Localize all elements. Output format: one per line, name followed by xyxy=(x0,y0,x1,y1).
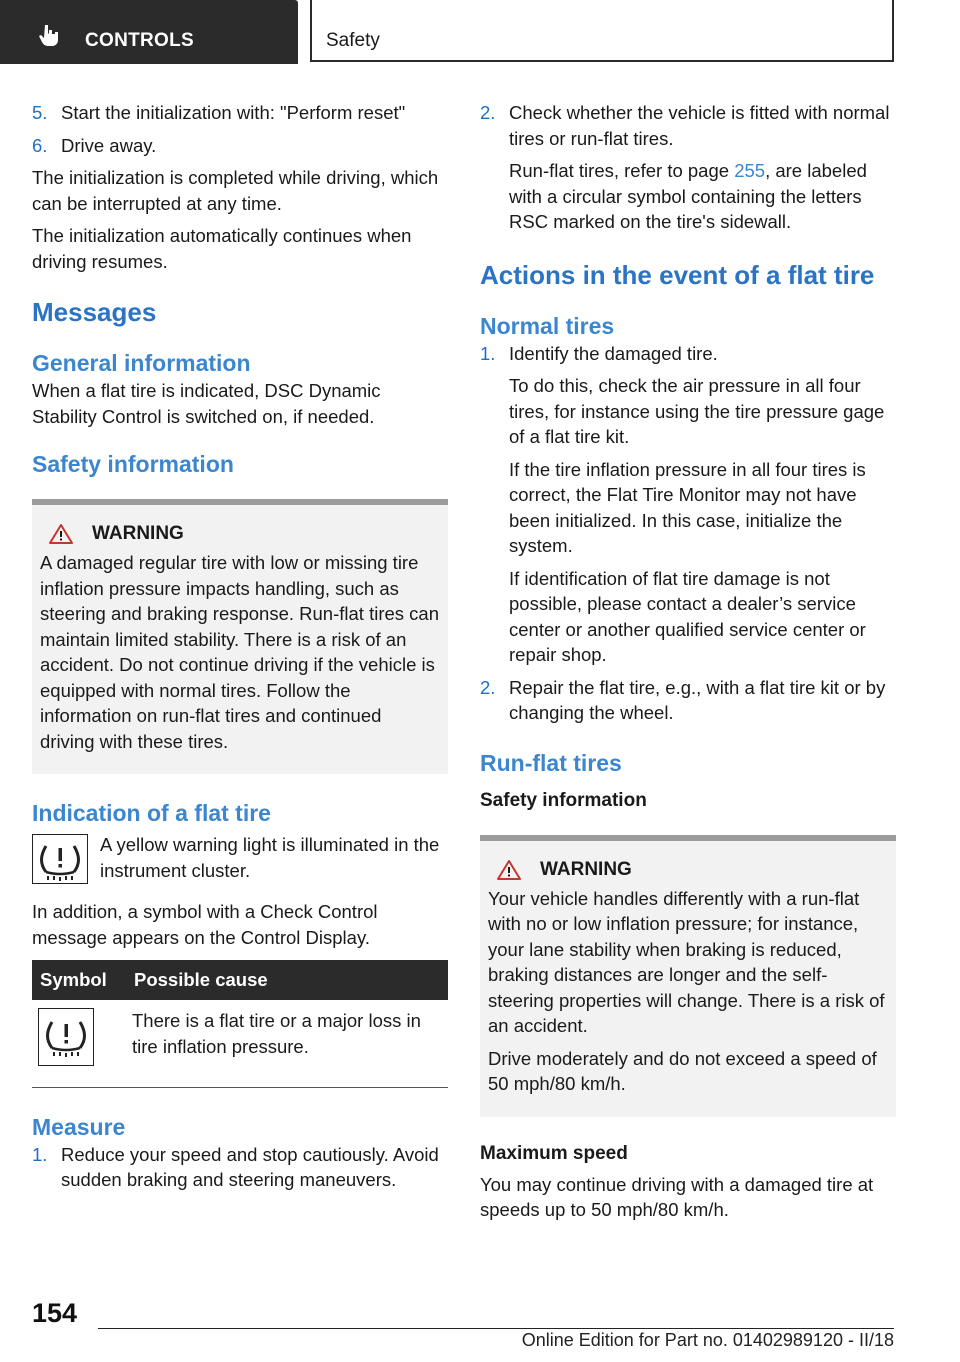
symbol-cell xyxy=(32,1000,126,1087)
step-text: Check whether the vehicle is fitted with normal tires or run-flat tires. xyxy=(509,102,890,149)
tire-warning-symbol-icon xyxy=(38,1008,94,1066)
section-tab xyxy=(0,0,298,64)
page-link[interactable]: 255 xyxy=(734,160,766,181)
warning-title xyxy=(40,523,440,545)
runflat-text-post: , are labeled with a circular symbol containing the letters RSC marked on the tire's sidewall. xyxy=(509,160,867,232)
edition-note: Online Edition for Part no. 01402989120 - II/18 xyxy=(521,1330,894,1350)
page-header xyxy=(0,0,960,66)
paragraph: The initialization automatically continues when driving resumes. xyxy=(32,225,412,272)
messages-heading: Messages xyxy=(32,297,157,327)
step-number: 2. xyxy=(480,676,496,698)
step-text: Repair the flat tire, e.g., with a flat tire kit or by changing the wheel. xyxy=(509,676,886,723)
max-speed-heading: Maximum speed xyxy=(480,1142,628,1164)
normal-tires-heading: Normal tires xyxy=(480,312,615,339)
warning-text: A damaged regular tire with low or missing tire inflation pressure impacts handling, such as steering and braking response. Run-flat tires can maintain limited stability. There is a risk of an accident. Do not continue driving if the vehicle is equipped with normal tires. Follow the information on run-flat tires and continued driving with these tires. xyxy=(40,552,439,752)
max-speed-text: You may continue driving with a damaged tire at speeds up to 50 mph/80 km/h. xyxy=(480,1173,874,1220)
warning-triangle-icon xyxy=(48,523,74,545)
warning-title xyxy=(488,859,888,881)
step-2 xyxy=(480,100,896,151)
warning-triangle-icon xyxy=(496,859,522,881)
runflat-text-pre: Run-flat tires, refer to page xyxy=(509,160,735,181)
runflat-heading: Run-flat tires xyxy=(480,749,622,776)
step-number: 2. xyxy=(480,102,496,123)
check-control-text: In addition, a symbol with a Check Control message appears on the Control Display. xyxy=(32,901,378,948)
hand-pointer-icon xyxy=(36,22,62,48)
symbol-table xyxy=(32,960,448,1088)
step-text: Start the initialization with: "Perform reset" xyxy=(61,102,406,123)
runflat-safety-heading: Safety information xyxy=(480,789,647,811)
general-info-heading: General information xyxy=(32,350,251,376)
column-header-symbol: Symbol xyxy=(32,960,126,1000)
paragraph: If identification of flat tire damage is not possible, please contact a dealer’s service center or another qualified service center or repair shop. xyxy=(509,567,866,665)
step-5 xyxy=(32,100,448,126)
indication-row xyxy=(32,832,448,892)
measure-heading: Measure xyxy=(32,1113,126,1140)
runflat-warning-box xyxy=(480,835,896,1117)
paragraph: The initialization is completed while driving, which can be interrupted at any time. xyxy=(32,167,439,214)
step-number: 1. xyxy=(32,1143,48,1165)
step-number: 5. xyxy=(32,102,48,123)
actions-heading: Actions in the event of a flat tire xyxy=(480,259,875,290)
table-header-row xyxy=(32,960,448,1000)
general-info-text: When a flat tire is indicated, DSC Dynamic Stability Control is switched on, if needed. xyxy=(32,380,381,427)
indication-text: A yellow warning light is illuminated in the instrument cluster. xyxy=(100,834,440,881)
step-text: Reduce your speed and stop cautiously. Avoid sudden braking and steering maneuvers. xyxy=(61,1143,439,1190)
cause-cell: There is a flat tire or a major loss in tire inflation pressure. xyxy=(126,1000,448,1087)
paragraph: If the tire inflation pressure in all four tires is correct, the Flat Tire Monitor may not have been initialized. In this case, initialize the system. xyxy=(509,458,866,556)
indication-heading: Indication of a flat tire xyxy=(32,800,271,826)
warning-text: Drive moderately and do not exceed a speed of 50 mph/80 km/h. xyxy=(488,1047,877,1094)
tire-warning-light-icon xyxy=(32,834,88,884)
warning-text: Your vehicle handles differently with a run-flat with no or low inflation pressure; for instance, your lane stability when braking is reduced, braking distances are longer and the self-steering properties will change. There is a risk of an accident. xyxy=(488,887,885,1036)
step-number: 6. xyxy=(32,134,48,156)
paragraph: To do this, check the air pressure in all four tires, for instance using the tire pressure gage of a flat tire kit. xyxy=(509,375,885,447)
table-row xyxy=(32,1000,448,1087)
step-6 xyxy=(32,133,448,159)
step-text: Drive away. xyxy=(61,134,157,156)
page-number: 154 xyxy=(32,1298,78,1328)
warning-title-text: WARNING xyxy=(540,858,632,880)
warning-box xyxy=(32,499,448,774)
topic-tab xyxy=(310,0,894,62)
warning-title-text: WARNING xyxy=(92,523,184,544)
column-header-cause: Possible cause xyxy=(126,960,448,1000)
footer-divider xyxy=(98,1328,894,1329)
measure-step-1 xyxy=(32,1142,448,1193)
right-column xyxy=(480,100,896,1223)
safety-info-heading: Safety information xyxy=(32,451,234,477)
step-text: Identify the damaged tire. xyxy=(509,342,718,364)
normal-step-1 xyxy=(480,341,896,367)
left-column xyxy=(32,100,448,1193)
topic-tab-label: Safety xyxy=(326,30,380,51)
normal-step-2 xyxy=(480,675,896,726)
runflat-reference xyxy=(480,158,896,235)
step-number: 1. xyxy=(480,342,496,364)
section-tab-label: CONTROLS xyxy=(85,30,195,51)
